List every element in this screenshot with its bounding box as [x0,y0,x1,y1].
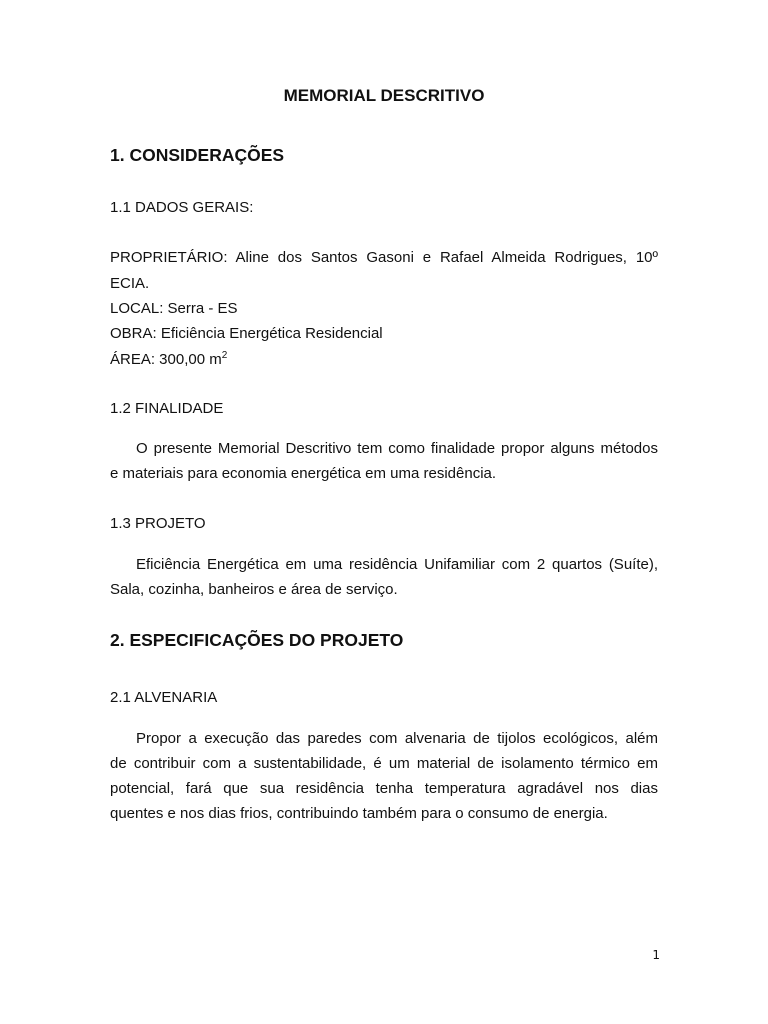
masonry-line-3: potencial, fará que sua residência tenha temperatura agradável nos dias [110,780,658,797]
owner-line-2: ECIA. [110,275,150,292]
section-heading-consideracoes: 1. CONSIDERAÇÕES [110,145,285,165]
masonry-line-2: de contribuir com a sustentabilidade, é um material de isolamento térmico em [110,755,658,772]
project-line-2: Sala, cozinha, banheiros e área de serviço. [110,581,398,598]
page-number: 1 [652,948,660,962]
subsection-heading-projeto: 1.3 PROJETO [110,515,206,532]
subsection-heading-alvenaria: 2.1 ALVENARIA [110,689,218,706]
area-text: ÁREA: 300,00 m [110,351,222,368]
work-line: OBRA: Eficiência Energética Residencial [110,325,383,342]
project-line-1: Eficiência Energética em uma residência Unifamiliar com 2 quartos (Suíte), [136,556,658,573]
area-exponent: 2 [221,350,228,361]
subsection-heading-finalidade: 1.2 FINALIDADE [110,400,224,417]
masonry-line-1: Propor a execução das paredes com alvenaria de tijolos ecológicos, além [136,730,658,747]
section-heading-especificacoes: 2. ESPECIFICAÇÕES DO PROJETO [110,630,404,650]
location-line: LOCAL: Serra - ES [110,300,238,317]
document-title: MEMORIAL DESCRITIVO [283,86,485,105]
area-line [110,351,227,369]
purpose-line-1: O presente Memorial Descritivo tem como finalidade propor alguns métodos [136,440,658,457]
purpose-line-2: e materiais para economia energética em uma residência. [110,465,497,482]
masonry-line-4: quentes e nos dias frios, contribuindo também para o consumo de energia. [110,805,608,822]
subsection-heading-dados-gerais: 1.1 DADOS GERAIS: [110,199,254,216]
owner-line-1: PROPRIETÁRIO: Aline dos Santos Gasoni e Rafael Almeida Rodrigues, 10º [110,249,658,266]
